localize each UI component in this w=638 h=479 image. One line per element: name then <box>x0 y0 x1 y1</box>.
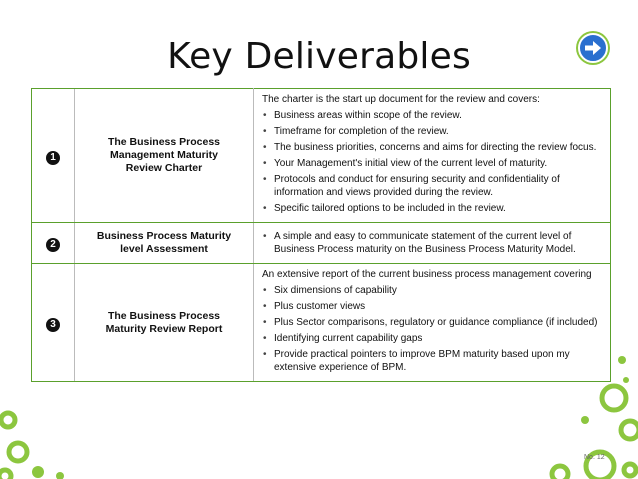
deliverable-number-marker: 3 <box>46 318 60 332</box>
deliverable-description-cell <box>254 223 611 264</box>
deliverable-number-cell <box>32 264 75 382</box>
deliverable-name: The Business Process Management Maturity Review Charter <box>107 136 221 174</box>
slide-title: Key Deliverables <box>167 36 471 77</box>
deliverable-bullet: • Plus Sector comparisons, regulatory or guidance compliance (if included) <box>262 316 602 329</box>
deliverable-bullet-list <box>262 284 602 374</box>
deliverable-intro: The charter is the start up document for the review and covers: <box>262 94 540 105</box>
deliverable-number-marker: 1 <box>46 151 60 165</box>
deliverable-bullet: • Your Management's initial view of the current level of maturity. <box>262 157 602 170</box>
deliverable-bullet: • Provide practical pointers to improve BPM maturity based upon my extensive experience of BPM. <box>262 348 602 374</box>
deliverables-table <box>31 88 611 382</box>
deliverable-bullet: • A simple and easy to communicate statement of the current level of Business Process maturity on the Business Process Maturity Model. <box>262 230 602 256</box>
deliverable-name-cell <box>75 89 254 223</box>
deliverable-number-marker: 2 <box>46 238 60 252</box>
deliverable-description-cell <box>254 264 611 382</box>
deliverable-bullet: • Protocols and conduct for ensuring security and confidentiality of information and views provided during the review. <box>262 173 602 199</box>
deliverable-bullet: • Plus customer views <box>262 300 602 313</box>
deliverable-bullet: • The business priorities, concerns and aims for directing the review focus. <box>262 141 602 154</box>
deliverable-row <box>32 89 611 223</box>
next-slide-button[interactable] <box>573 28 613 68</box>
deliverable-description-cell <box>254 89 611 223</box>
deliverable-bullet: • Timeframe for completion of the review. <box>262 125 602 138</box>
deliverable-number-cell <box>32 223 75 264</box>
deliverable-bullet: • Six dimensions of capability <box>262 284 602 297</box>
deliverable-name-cell <box>75 264 254 382</box>
deliverable-row <box>32 264 611 382</box>
deliverable-bullet: • Identifying current capability gaps <box>262 332 602 345</box>
deliverable-bullet-list <box>262 109 602 215</box>
deliverable-bullet: • Business areas within scope of the review. <box>262 109 602 122</box>
deliverable-name: Business Process Maturity level Assessment <box>96 230 232 255</box>
deliverable-intro: An extensive report of the current business process management covering <box>262 269 592 280</box>
deliverable-number-cell <box>32 89 75 223</box>
page-number: No. 12 <box>584 454 605 461</box>
deliverable-bullet-list <box>262 230 602 256</box>
deliverable-row <box>32 223 611 264</box>
deliverable-name-cell <box>75 223 254 264</box>
deliverable-bullet: • Specific tailored options to be included in the review. <box>262 202 602 215</box>
arrow-right-icon <box>573 28 613 68</box>
deliverable-name: The Business Process Maturity Review Report <box>105 309 223 335</box>
